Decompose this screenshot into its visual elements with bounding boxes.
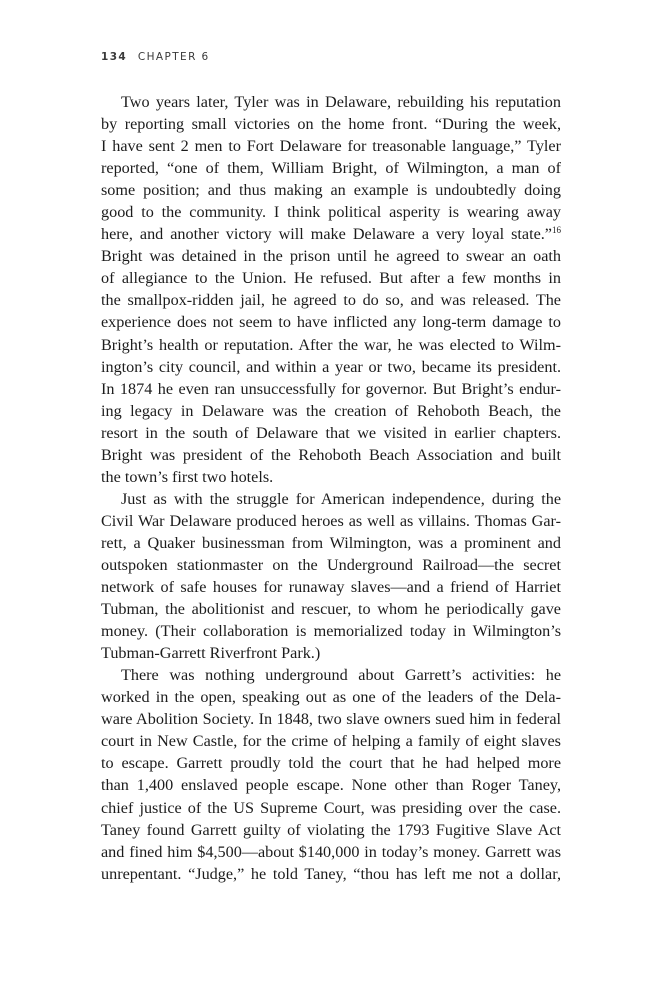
text-line: ington’s city council, and within a year or two, became its president. xyxy=(101,357,561,376)
text-line: Taney found Garrett guilty of violating the 1793 Fugitive Slave Act xyxy=(101,820,561,839)
text-line: outspoken stationmaster on the Underground Railroad—the secret xyxy=(101,555,561,574)
paragraph xyxy=(101,664,561,884)
chapter-label: CHAPTER 6 xyxy=(137,51,210,63)
running-head xyxy=(101,51,210,63)
page-number: 134 xyxy=(101,51,128,63)
text-line: of allegiance to the Union. He refused. But after a few months in xyxy=(101,269,561,288)
text-line: and fined him $4,500—about $140,000 in today’s money. Garrett was xyxy=(101,842,561,861)
text-line: reported, “one of them, William Bright, of Wilmington, a man of xyxy=(101,159,561,178)
text-line: Bright was president of the Rehoboth Beach Association and built xyxy=(101,445,561,464)
body-text xyxy=(101,91,561,885)
text-line: court in New Castle, for the crime of helping a family of eight slaves xyxy=(101,732,561,751)
text-line: Bright’s health or reputation. After the war, he was elected to Wilm- xyxy=(101,335,561,354)
text-line: money. (Their collaboration is memorialized today in Wilmington’s xyxy=(101,622,561,641)
text-line: chief justice of the US Supreme Court, was presiding over the case. xyxy=(101,798,561,817)
text-line: I have sent 2 men to Fort Delaware for treasonable language,” Tyler xyxy=(101,137,561,156)
text-line: Tubman, the abolitionist and rescuer, to whom he periodically gave xyxy=(101,600,561,619)
text-line: ing legacy in Delaware was the creation of Rehoboth Beach, the xyxy=(101,401,561,420)
text-line: In 1874 he even ran unsuccessfully for governor. But Bright’s endur- xyxy=(101,379,561,398)
text-line: Tubman-Garrett Riverfront Park.) xyxy=(101,644,321,663)
text-line: resort in the south of Delaware that we visited in earlier chapters. xyxy=(101,423,561,442)
text-line: ware Abolition Society. In 1848, two slave owners sued him in federal xyxy=(101,710,561,729)
text-line: worked in the open, speaking out as one of the leaders of the Dela- xyxy=(101,688,561,707)
text-line: rett, a Quaker businessman from Wilmington, was a prominent and xyxy=(101,533,561,552)
text-line: than 1,400 enslaved people escape. None other than Roger Taney, xyxy=(101,776,561,795)
text-line: to escape. Garrett proudly told the court that he had helped more xyxy=(101,754,561,773)
text-line: here, and another victory will make Delaware a very loyal state.”$^{16}$ xyxy=(101,225,561,244)
text-line: There was nothing underground about Garrett’s activities: he xyxy=(121,666,561,685)
text-line: Bright was detained in the prison until he agreed to swear an oath xyxy=(101,247,561,266)
paragraph xyxy=(101,91,561,488)
text-line: network of safe houses for runaway slaves—and a friend of Harriet xyxy=(101,578,561,597)
text-line: experience does not seem to have inflicted any long-term damage to xyxy=(101,313,561,332)
text-line: Just as with the struggle for American independence, during the xyxy=(121,489,561,508)
text-line: some position; and thus making an example is undoubtedly doing xyxy=(101,181,561,200)
text-line: unrepentant. “Judge,” he told Taney, “thou has left me not a dollar, xyxy=(101,864,561,883)
text-line: by reporting small victories on the home front. “During the week, xyxy=(101,115,561,134)
text-line: Two years later, Tyler was in Delaware, rebuilding his reputation xyxy=(121,93,561,111)
text-line: good to the community. I think political asperity is wearing away xyxy=(101,203,561,222)
text-line: the town’s first two hotels. xyxy=(101,467,274,486)
footnote-marker[interactable]: 16 xyxy=(552,225,561,236)
text-line: Civil War Delaware produced heroes as well as villains. Thomas Gar- xyxy=(101,511,561,530)
text-line: the smallpox-ridden jail, he agreed to do so, and was released. The xyxy=(101,291,561,310)
paragraph xyxy=(101,488,561,664)
